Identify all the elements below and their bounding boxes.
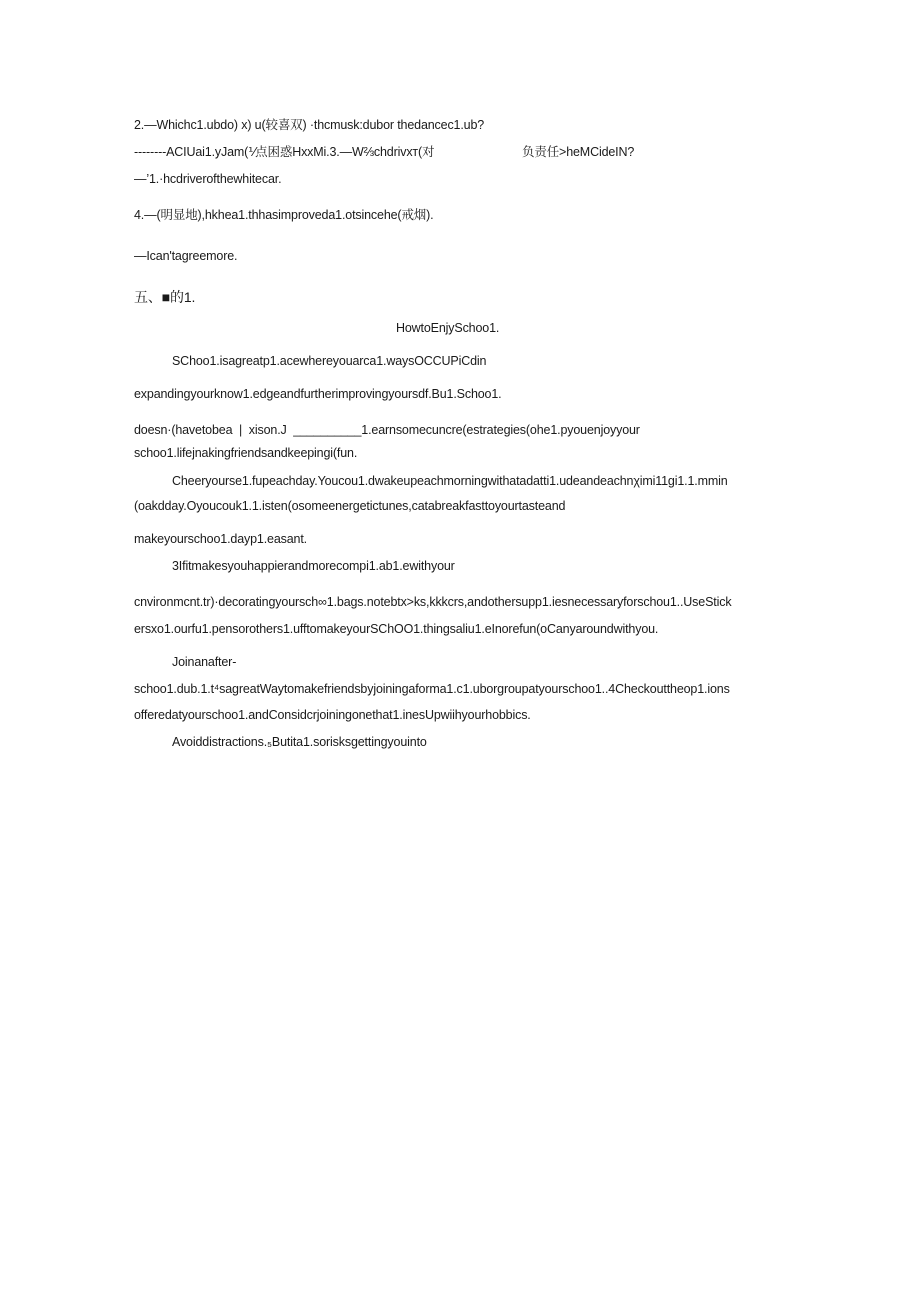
passage-line-10: ersxo1.ourfu1.pensorothers1.ufftomakeyourSChOO1.thingsaliu1.eInorefun(oCanyaroundwithyou.	[134, 622, 659, 636]
passage-line-8: 3Ifitmakesyouhappierandmorecompi1.ab1.ewithyour	[172, 559, 455, 573]
passage-line-12: schoo1.dub.1.t⁴sagreatWaytomakefriendsbyjoiningaforma1.c1.uborgroupatyourschoo1..4Checkouttheop1.ions	[134, 682, 730, 696]
passage-line-14: Avoiddistractions.₅Butita1.sorisksgettingyouinto	[172, 735, 427, 749]
passage-line-5: Cheeryourse1.fupeachday.Youcou1.dwakeupeachmorningwithatadatti1.udeandeachnχimi11gi1.1.mmin	[172, 474, 728, 488]
answer-2-tail: 负责任>heMCideIN?	[522, 145, 635, 159]
answer-2-line: --------ACIUai1.yJam(⅟点困惑HxxMi.3.—W⅔chdrivxт(对	[134, 145, 435, 159]
passage-line-9: cnvironmcnt.tr)·decoratingyoursch∞1.bags.notebtx>ks,kkkcrs,andothersupp1.iesnecessaryforschou1..UseStick	[134, 595, 732, 609]
passage-line-3: doesn·(havetobea | xison.J __________1.earnsomecuncre(estrategies(ohe1.pyouenjoyyour	[134, 423, 640, 437]
passage-line-13: offeredatyourschoo1.andConsidcrjoiningonethat1.inesUpwiihyourhobbics.	[134, 708, 531, 722]
passage-line-1: SChoo1.isagreatp1.acewhereyouarca1.waysOCCUPiCdin	[172, 354, 487, 368]
passage-line-4: schoo1.lifejnakingfriendsandkeepingi(fun.	[134, 446, 358, 460]
passage-line-11: Joinanafter-	[172, 655, 237, 669]
passage-line-7: makeyourschoo1.dayp1.easant.	[134, 532, 307, 546]
question-4: 4.—(明显地),hkhea1.thhasimproveda1.otsincehe(戒烟).	[134, 208, 434, 222]
answer-3: —’1.·hcdriverofthewhitecar.	[134, 172, 282, 186]
passage-line-2: expandingyourknow1.edgeandfurtherimprovingyoursdf.Bu1.Schoo1.	[134, 387, 502, 401]
passage-line-6: (oakdday.Oyoucouk1.1.isten(osomeenergetictunes,catabreakfasttoyourtasteand	[134, 499, 566, 513]
answer-4: —Ican'tagreemore.	[134, 249, 238, 263]
question-2: 2.—Whichc1.ubdo) x) u(较喜双) ·thcmusk:dubor thedancec1.ub?	[134, 118, 485, 132]
passage-title: HowtoEnjySchoo1.	[396, 321, 500, 335]
section-heading: 五、■的1.	[134, 289, 196, 305]
